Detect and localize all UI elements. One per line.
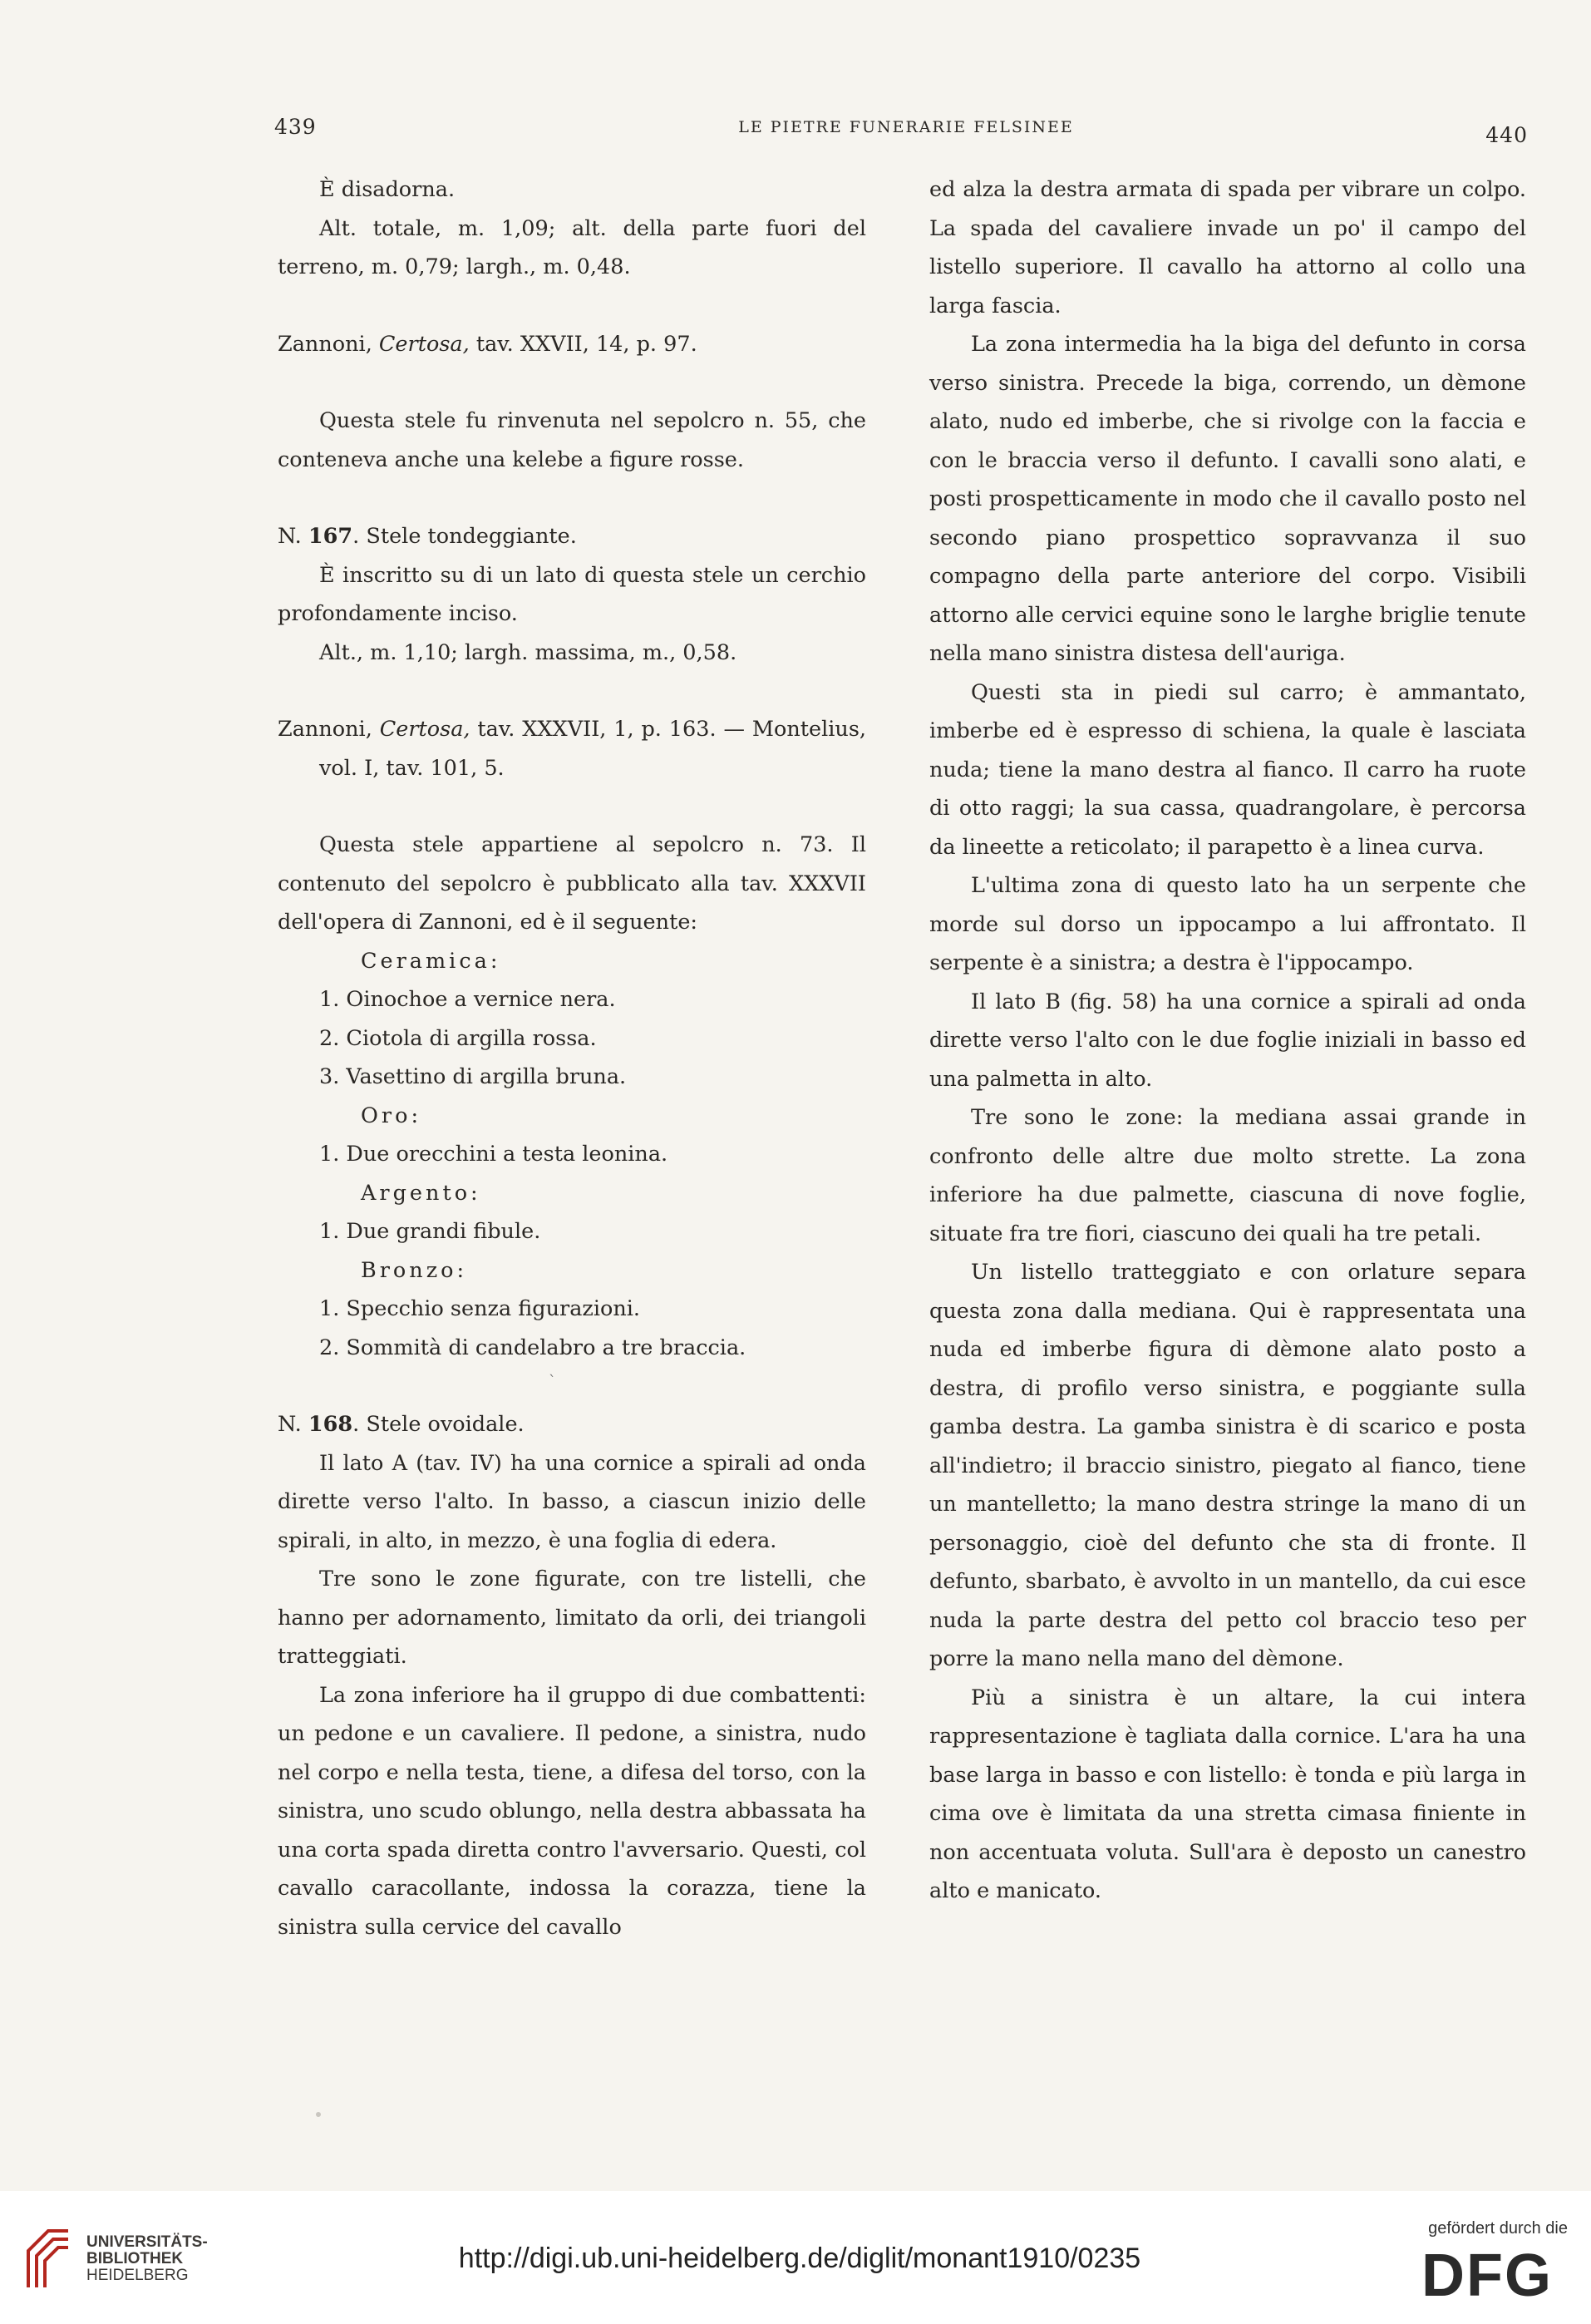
paragraph: Tre sono le zone figurate, con tre listelli, che hanno per adornamento, limitato da orli, dei triangoli tratteggiati. <box>278 1567 866 1669</box>
material-heading: Oro: <box>361 1103 422 1128</box>
right-column <box>929 170 1526 1911</box>
paragraph: Tre sono le zone: la mediana assai grande in confronto delle altre due molto strette. La zona inferiore ha due palmette, ciascuna di nove foglie, situate fra tre fiori, ciascuno dei quali ha tre petali. <box>929 1105 1526 1246</box>
paragraph: Questa stele appartiene al sepolcro n. 73. Il contenuto del sepolcro è pubblicato alla tav. XXXVII dell'opera di Zannoni, ed è il seguente: <box>278 832 866 935</box>
running-head <box>274 115 1538 148</box>
paragraph: Alt., m. 1,10; largh. massima, m., 0,58. <box>319 639 737 665</box>
material-heading: Argento: <box>361 1180 481 1206</box>
paragraph: ed alza la destra armata di spada per vibrare un colpo. La spada del cavaliere invade un po' il campo del listello superiore. Il cavallo ha attorno al collo una larga fascia. <box>929 177 1526 318</box>
entry-heading-168: N. 168. Stele ovoidale. <box>278 1412 525 1437</box>
permalink[interactable]: http://digi.ub.uni-heidelberg.de/diglit/monant1910/0235 <box>458 2243 1141 2274</box>
stray-mark: ` <box>549 1373 556 1390</box>
paragraph: È inscritto su di un lato di questa stele un cerchio profondamente inciso. <box>278 562 866 626</box>
list-item: 1. Due orecchini a testa leonina. <box>319 1142 668 1167</box>
paragraph: Questa stele fu rinvenuta nel sepolcro n. 55, che conteneva anche una kelebe a figure rosse. <box>278 408 866 472</box>
paragraph: La zona inferiore ha il gruppo di due combattenti: un pedone e un cavaliere. Il pedone, a sinistra, nudo nel corpo e nella testa, tiene, a difesa del torso, con la sinistra, uno scudo oblungo, nella destra abbassata ha una corta spada diretta contro l'avversario. Questi, col cavallo caracollante, indossa la corazza, tiene la sinistra sulla cervice del cavallo <box>278 1682 866 1940</box>
list-item: 2. Ciotola di argilla rossa. <box>319 1025 597 1051</box>
paragraph: Questi sta in piedi sul carro; è ammantato, imberbe ed è espresso di schiena, la quale è lasciata nuda; tiene la mano destra al fianco. Il carro ha ruote di otto raggi; la sua cassa, quadrangolare, è percorsa da lineette a reticolato; il parapetto è a linea curva. <box>929 679 1526 860</box>
left-column <box>278 170 866 1947</box>
list-item: 1. Oinochoe a vernice nera. <box>319 987 616 1012</box>
list-item: 3. Vasettino di argilla bruna. <box>319 1064 627 1089</box>
paragraph: La zona intermedia ha la biga del defunto in corsa verso sinistra. Precede la biga, correndo, un dèmone alato, nudo ed imberbe, che si rivolge con la faccia e con le braccia verso il defunto. I cavalli sono alati, e posti prospetticamente in modo che il cavallo posto nel secondo piano prospettico sopravvanza il suo compagno della parte anteriore del corpo. Visibili attorno alle cervici equine sono le larghe briglie tenute nella mano sinistra distesa dell'auriga. <box>929 332 1526 666</box>
paragraph: Più a sinistra è un altare, la cui intera rappresentazione è tagliata dalla cornice. L'ara ha una base larga in basso e con listello: è tonda e più larga in cima ove è limitata da una stretta cimasa finiente in non accentuata voluta. Sull'ara è deposto un canestro alto e manicato. <box>929 1685 1526 1903</box>
page-number-right: 440 <box>1485 123 1528 147</box>
digitization-footer <box>0 2191 1591 2324</box>
paragraph: È disadorna. <box>319 177 456 202</box>
library-name: UNIVERSITÄTS- BIBLIOTHEK HEIDELBERG <box>86 2233 208 2284</box>
dfg-logo-text: DFG <box>1421 2243 1553 2302</box>
entry-heading-167: N. 167. Stele tondeggiante. <box>278 524 577 549</box>
list-item: 1. Due grandi fibule. <box>319 1219 541 1244</box>
bibliographic-reference: Zannoni, Certosa, tav. XXVII, 14, p. 97. <box>278 331 697 357</box>
paragraph: L'ultima zona di questo lato ha un serpente che morde sul dorso un ippocampo a lui affrontato. Il serpente è a sinistra; a destra è l'ippocampo. <box>929 873 1526 975</box>
paragraph: Alt. totale, m. 1,09; alt. della parte fuori del terreno, m. 0,79; largh., m. 0,48. <box>278 215 866 279</box>
paragraph: Un listello tratteggiato e con orlature separa questa zona dalla mediana. Qui è rappresentata una nuda ed imberbe figura di dèmone alato posto a destra, di profilo verso sinistra, e poggiante sulla gamba destra. La gamba sinistra è di scarico e posta all'indietro; il braccio sinistro, piegato al fianco, tiene un mantelletto; la mano destra stringe la mano di un personaggio, cioè del defunto che sta di fronte. Il defunto, sbarbato, è avvolto in un mantello, da cui esce nuda la parte destra del petto col braccio teso per porre la mano nella mano del dèmone. <box>929 1260 1526 1671</box>
funding-note: gefördert durch die <box>1428 2219 1568 2238</box>
dfg-logo-icon <box>1408 2243 1566 2302</box>
bibliographic-reference: Zannoni, Certosa, tav. XXXVII, 1, p. 163. — Montelius, vol. I, tav. 101, 5. <box>278 717 867 781</box>
page-number-left: 439 <box>274 115 317 139</box>
paragraph: Il lato B (fig. 58) ha una cornice a spirali ad onda dirette verso l'alto con le due foglie iniziali in basso ed una palmetta in alto. <box>929 989 1526 1092</box>
list-item: 1. Specchio senza figurazioni. <box>319 1296 641 1321</box>
material-heading: Ceramica: <box>361 948 501 974</box>
material-heading: Bronzo: <box>361 1257 468 1283</box>
paper-speck <box>316 2112 321 2117</box>
list-item: 2. Sommità di candelabro a tre braccia. <box>319 1335 746 1360</box>
paragraph: Il lato A (tav. IV) ha una cornice a spirali ad onda dirette verso l'alto. In basso, a ciascun inizio delle spirali, in alto, in mezzo, è una foglia di edera. <box>278 1450 866 1553</box>
running-title: LE PIETRE FUNERARIE FELSINEE <box>738 118 1074 136</box>
